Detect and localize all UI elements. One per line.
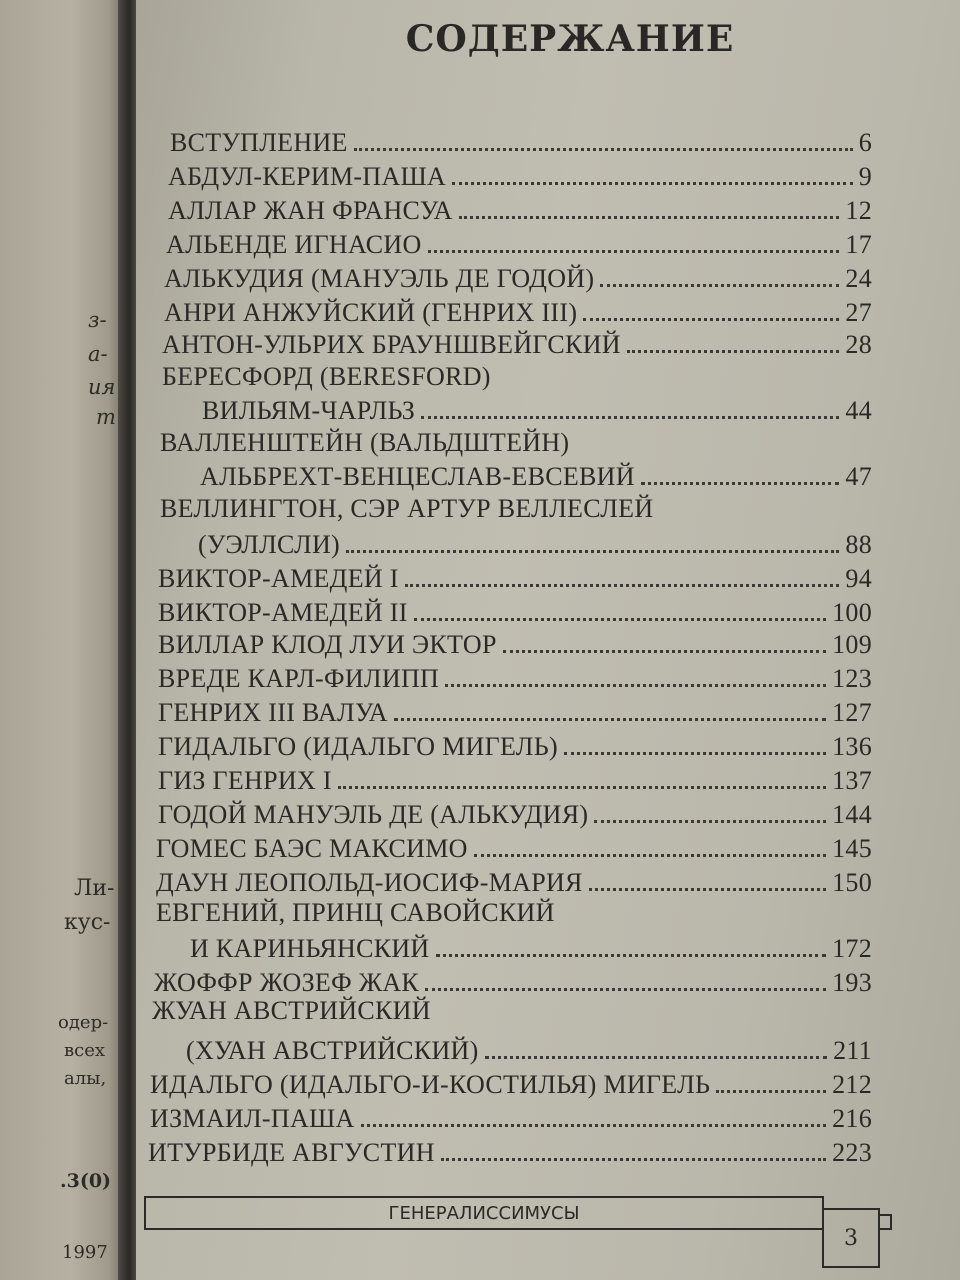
toc-page bbox=[136, 0, 960, 1280]
dot-leader bbox=[428, 250, 840, 253]
toc-entry-title: ГИЗ ГЕНРИХ I bbox=[158, 766, 332, 795]
toc-entry bbox=[150, 1070, 872, 1100]
toc-entry bbox=[158, 766, 872, 796]
toc-entry bbox=[198, 530, 872, 560]
dot-leader bbox=[354, 148, 853, 151]
toc-entry-page: 216 bbox=[832, 1104, 872, 1133]
toc-entry-title-line1: ВЕЛЛИНГТОН, СЭР АРТУР ВЕЛЛЕСЛЕЙ bbox=[160, 494, 654, 523]
toc-entry bbox=[168, 162, 872, 192]
toc-entry bbox=[154, 968, 872, 998]
toc-entry-title: АЛЛАР ЖАН ФРАНСУА bbox=[168, 196, 453, 225]
toc-entry-title-line1: ЖУАН АВСТРИЙСКИЙ bbox=[152, 996, 431, 1025]
left-page-fragment: т bbox=[96, 405, 116, 429]
toc-entry-title: АНРИ АНЖУЙСКИЙ (ГЕНРИХ III) bbox=[164, 298, 578, 327]
left-page-fragment: алы, bbox=[64, 1068, 107, 1089]
dot-leader bbox=[459, 216, 840, 219]
toc-entry bbox=[158, 598, 872, 628]
toc-entry-title: ВИЛЛАР КЛОД ЛУИ ЭКТОР bbox=[158, 630, 497, 659]
toc-entry-title: (ХУАН АВСТРИЙСКИЙ) bbox=[186, 1036, 479, 1065]
dot-leader bbox=[338, 786, 826, 789]
left-page-fragment: Ли- bbox=[74, 876, 115, 901]
toc-entry bbox=[190, 934, 872, 964]
toc-entry-page: 150 bbox=[832, 868, 872, 897]
toc-entry-title: ДАУН ЛЕОПОЛЬД-ИОСИФ-МАРИЯ bbox=[156, 868, 583, 897]
dot-leader bbox=[716, 1090, 826, 1093]
dot-leader bbox=[641, 482, 840, 485]
toc-entry bbox=[164, 298, 872, 328]
page-title: СОДЕРЖАНИЕ bbox=[405, 18, 735, 60]
toc-entry-title: ГОМЕС БАЭС МАКСИМО bbox=[156, 834, 468, 863]
toc-entry bbox=[166, 230, 872, 260]
dot-leader bbox=[421, 416, 839, 419]
dot-leader bbox=[474, 854, 826, 857]
dot-leader bbox=[589, 888, 826, 891]
toc-entry-title: ВРЕДЕ КАРЛ-ФИЛИПП bbox=[158, 664, 440, 693]
toc-entry-page: 223 bbox=[832, 1138, 872, 1167]
toc-entry-page: 44 bbox=[845, 396, 872, 425]
left-page-fragment: всех bbox=[64, 1040, 106, 1061]
left-page-fragment: 1997 bbox=[62, 1242, 108, 1263]
toc-entry-page: 24 bbox=[845, 264, 872, 293]
toc-entry-page: 144 bbox=[832, 800, 872, 829]
dot-leader bbox=[441, 1158, 826, 1161]
dot-leader bbox=[485, 1056, 827, 1059]
toc-entry-page: 193 bbox=[832, 968, 872, 997]
left-page-fragment: одер- bbox=[58, 1012, 109, 1033]
toc-entry-page: 17 bbox=[845, 230, 872, 259]
toc-entry-page: 172 bbox=[832, 934, 872, 963]
toc-entry bbox=[156, 868, 872, 898]
toc-entry bbox=[162, 330, 872, 360]
toc-entry-title: АЛЬКУДИЯ (МАНУЭЛЬ ДЕ ГОДОЙ) bbox=[164, 264, 595, 293]
toc-entry-title-line1: БЕРЕСФОРД (BERESFORD) bbox=[162, 362, 491, 391]
toc-entry-title: И КАРИНЬЯНСКИЙ bbox=[190, 934, 430, 963]
toc-entry-page: 137 bbox=[832, 766, 872, 795]
left-page-fragment: кус- bbox=[64, 910, 111, 935]
toc-entry-page: 47 bbox=[845, 462, 872, 491]
toc-entry-page: 123 bbox=[832, 664, 872, 693]
toc-entry bbox=[186, 1036, 872, 1066]
toc-entry bbox=[170, 128, 872, 158]
running-title: ГЕНЕРАЛИССИМУСЫ bbox=[388, 1202, 580, 1224]
left-page-fragment: з- bbox=[88, 308, 107, 332]
toc-entry-page: 27 bbox=[845, 298, 872, 327]
toc-entry-title: АЛЬБРЕХТ-ВЕНЦЕСЛАВ-ЕВСЕВИЙ bbox=[200, 462, 635, 491]
running-title-banner bbox=[144, 1196, 824, 1230]
toc-entry-page: 212 bbox=[832, 1070, 872, 1099]
dot-leader bbox=[627, 350, 840, 353]
dot-leader bbox=[583, 318, 839, 321]
toc-entry-title: ИЗМАИЛ-ПАША bbox=[150, 1104, 355, 1133]
toc-entry bbox=[202, 396, 872, 426]
toc-entry-title-line1: ВАЛЛЕНШТЕЙН (ВАЛЬДШТЕЙН) bbox=[160, 428, 570, 457]
toc-entry-title: АЛЬЕНДЕ ИГНАСИО bbox=[166, 230, 422, 259]
toc-entry-page: 9 bbox=[858, 162, 872, 191]
toc-entry bbox=[158, 664, 872, 694]
toc-entry-title: ИТУРБИДЕ АВГУСТИН bbox=[148, 1138, 435, 1167]
dot-leader bbox=[425, 988, 826, 991]
toc-entry-title: ГОДОЙ МАНУЭЛЬ ДЕ (АЛЬКУДИЯ) bbox=[158, 800, 589, 829]
toc-entry-page: 94 bbox=[845, 564, 872, 593]
toc-entry bbox=[158, 732, 872, 762]
toc-entry-page: 28 bbox=[845, 330, 872, 359]
toc-entry-page: 109 bbox=[832, 630, 872, 659]
toc-entry-page: 12 bbox=[845, 196, 872, 225]
toc-entry bbox=[158, 564, 872, 594]
toc-entry bbox=[158, 630, 872, 660]
dot-leader bbox=[594, 820, 826, 823]
toc-entry-page: 100 bbox=[832, 598, 872, 627]
toc-entry-title: ИДАЛЬГО (ИДАЛЬГО-И-КОСТИЛЬЯ) МИГЕЛЬ bbox=[150, 1070, 711, 1099]
dot-leader bbox=[600, 284, 839, 287]
toc-entry-title: ГЕНРИХ III ВАЛУА bbox=[158, 698, 388, 727]
toc-entry-title: АНТОН-УЛЬРИХ БРАУНШВЕЙГСКИЙ bbox=[162, 330, 621, 359]
left-facing-page bbox=[0, 0, 128, 1280]
page-number: 3 bbox=[844, 1225, 858, 1251]
left-page-fragment: а- bbox=[88, 342, 108, 366]
toc-entry-page: 136 bbox=[832, 732, 872, 761]
toc-entry bbox=[164, 264, 872, 294]
toc-entry-title: ЖОФФР ЖОЗЕФ ЖАК bbox=[154, 968, 420, 997]
dot-leader bbox=[436, 954, 827, 957]
toc-entry-title: ВСТУПЛЕНИЕ bbox=[170, 128, 348, 157]
toc-entry-title: АБДУЛ-КЕРИМ-ПАША bbox=[168, 162, 447, 191]
dot-leader bbox=[361, 1124, 826, 1127]
toc-entry bbox=[158, 698, 872, 728]
page-number-tab bbox=[880, 1214, 892, 1230]
dot-leader bbox=[394, 718, 826, 721]
dot-leader bbox=[414, 618, 826, 621]
toc-entry bbox=[168, 196, 872, 226]
toc-entry bbox=[200, 462, 872, 492]
dot-leader bbox=[503, 650, 826, 653]
toc-entry bbox=[156, 834, 872, 864]
toc-entry-page: 127 bbox=[832, 698, 872, 727]
toc-entry-page: 145 bbox=[832, 834, 872, 863]
dot-leader bbox=[445, 684, 826, 687]
toc-entry bbox=[158, 800, 872, 830]
toc-entry-page: 88 bbox=[845, 530, 872, 559]
left-page-fragment: .3(0) bbox=[60, 1170, 112, 1192]
dot-leader bbox=[564, 752, 826, 755]
dot-leader bbox=[452, 182, 853, 185]
toc-entry-title-line1: ЕВГЕНИЙ, ПРИНЦ САВОЙСКИЙ bbox=[156, 898, 555, 927]
left-page-fragment: ия bbox=[88, 375, 116, 399]
toc-entry-page: 211 bbox=[833, 1036, 872, 1065]
toc-entry-title: ВИКТОР-АМЕДЕЙ I bbox=[158, 564, 399, 593]
toc-entry-title: (УЭЛЛСЛИ) bbox=[198, 530, 340, 559]
toc-entry bbox=[148, 1138, 872, 1168]
toc-entry-page: 6 bbox=[858, 128, 872, 157]
toc-list bbox=[136, 0, 960, 1280]
toc-entry-title: ВИЛЬЯМ-ЧАРЛЬЗ bbox=[202, 396, 416, 425]
toc-entry-title: ГИДАЛЬГО (ИДАЛЬГО МИГЕЛЬ) bbox=[158, 732, 558, 761]
dot-leader bbox=[346, 550, 839, 553]
dot-leader bbox=[405, 584, 840, 587]
toc-entry-title: ВИКТОР-АМЕДЕЙ II bbox=[158, 598, 408, 627]
toc-entry bbox=[150, 1104, 872, 1134]
page-number-box bbox=[822, 1208, 880, 1268]
